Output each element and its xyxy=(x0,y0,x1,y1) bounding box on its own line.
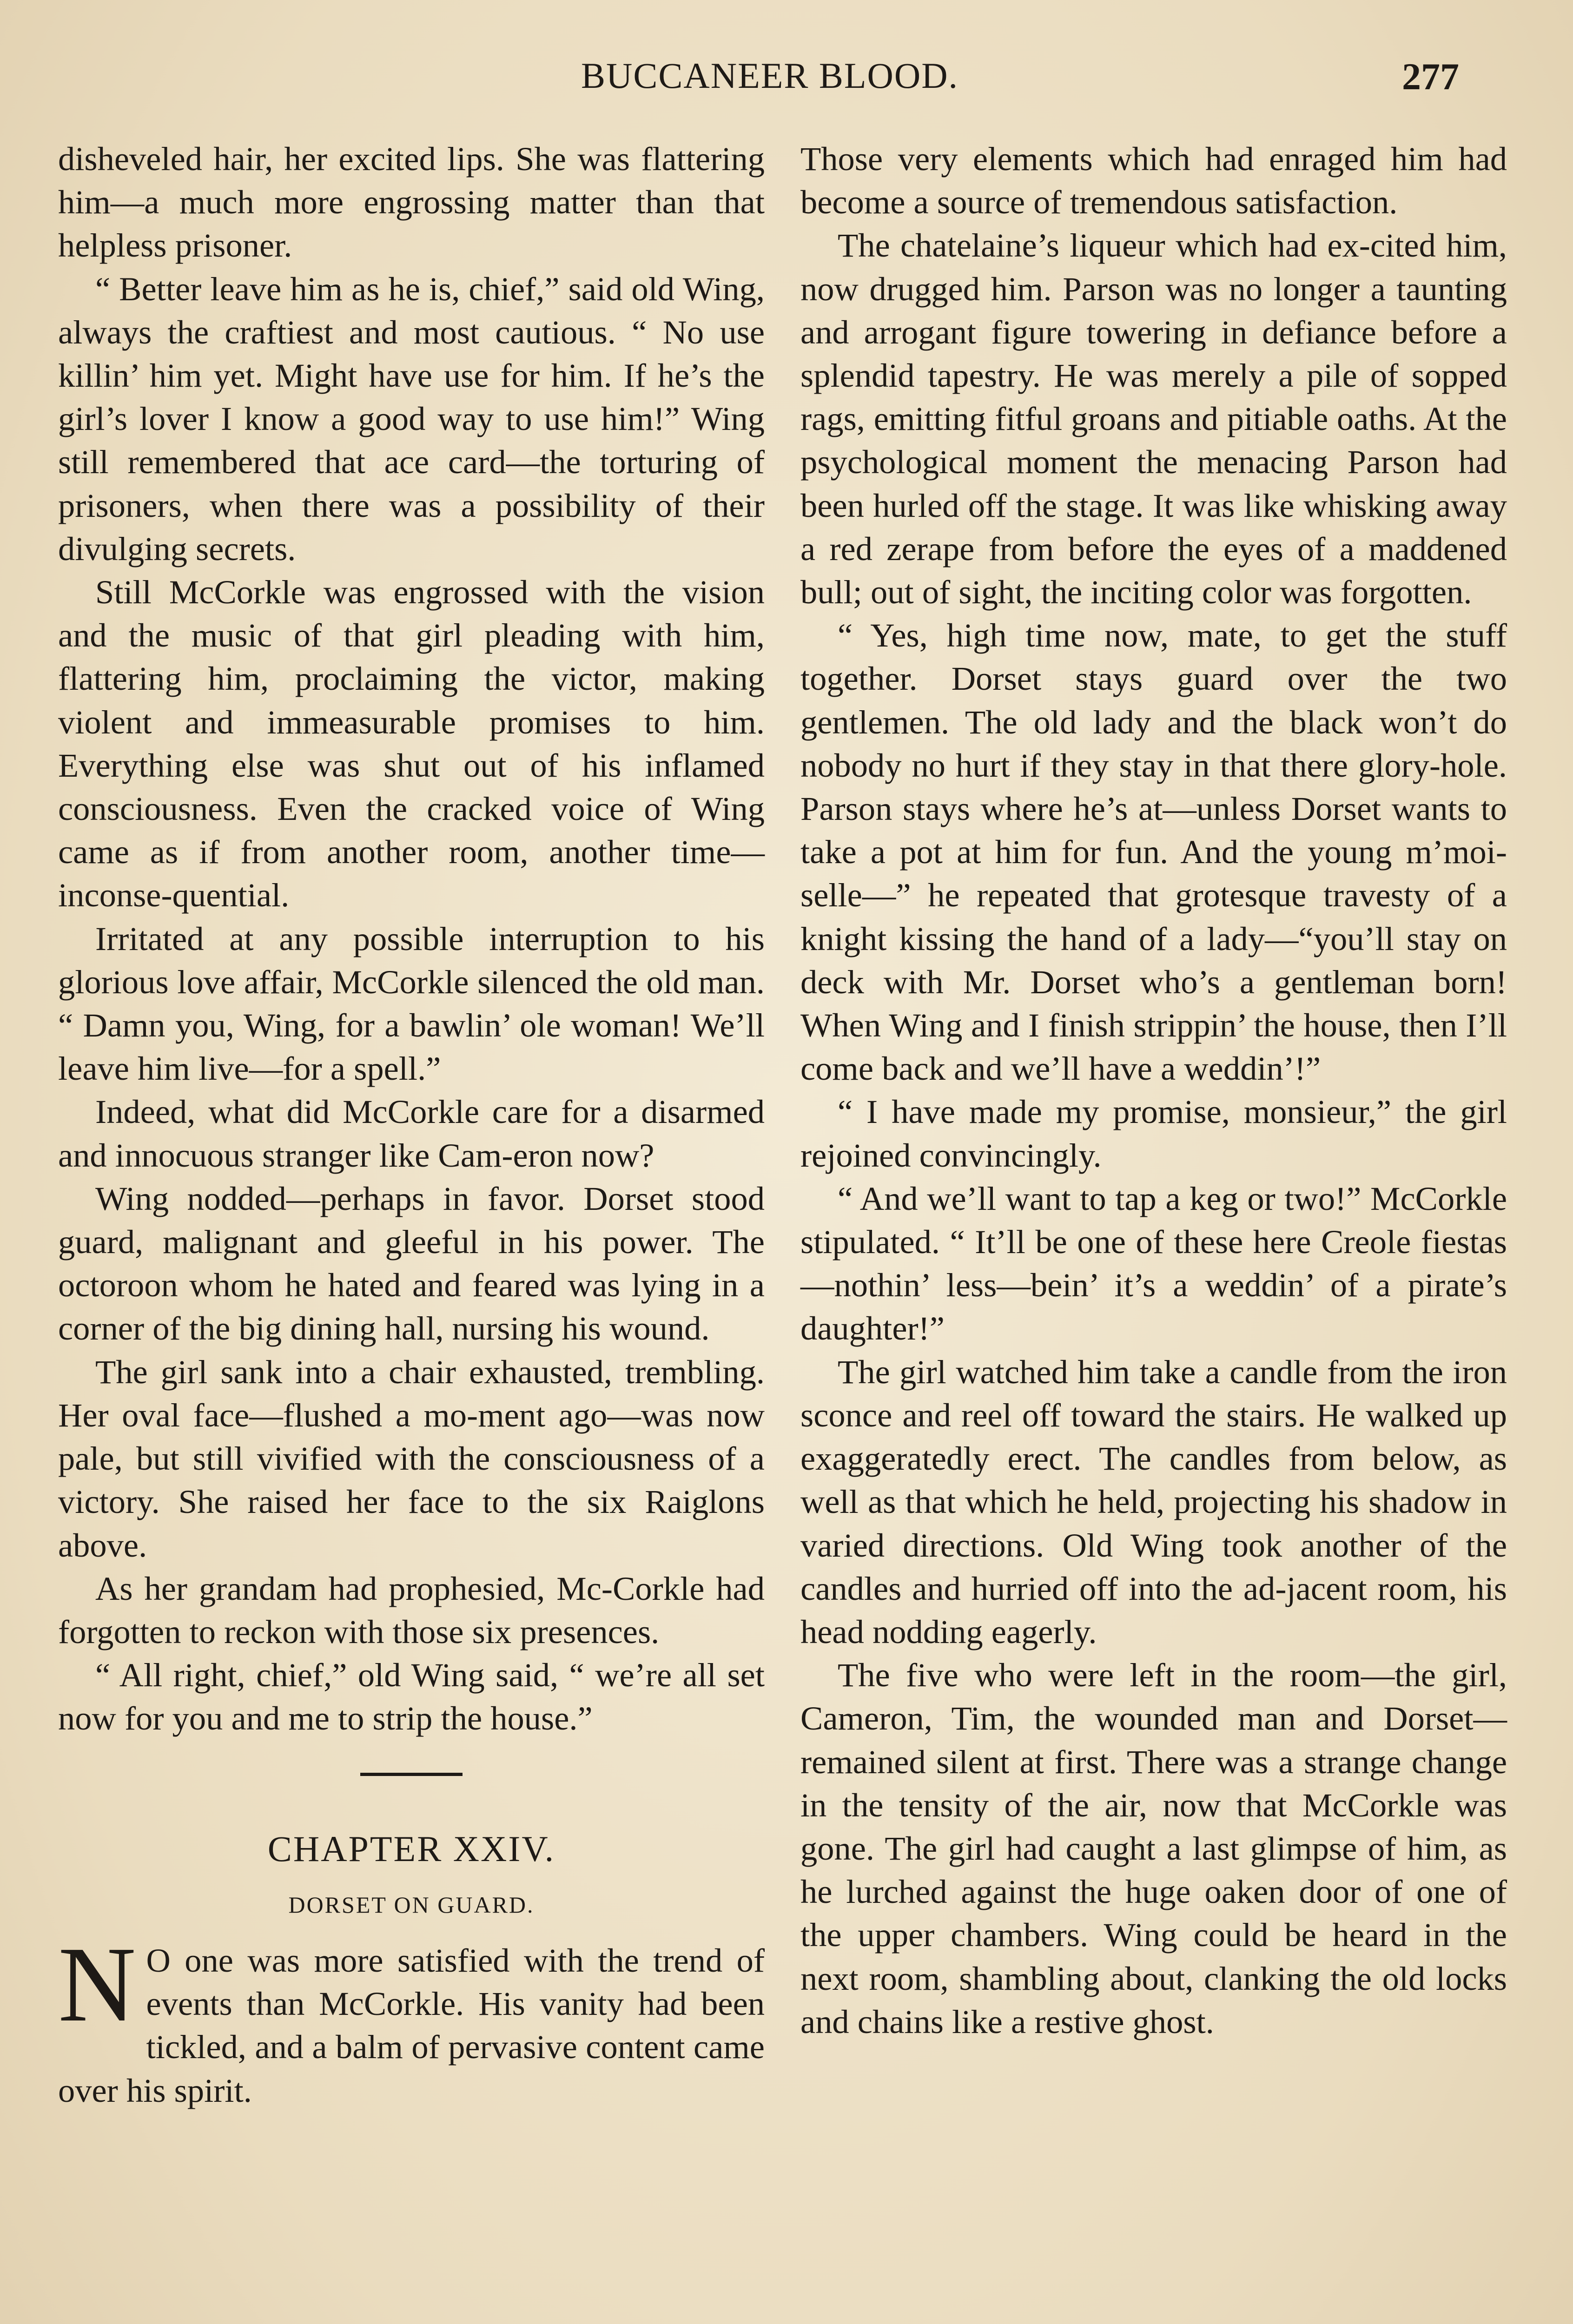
section-divider xyxy=(360,1773,463,1776)
chapter-subtitle: DORSET ON GUARD. xyxy=(288,1891,535,1918)
paragraph: “ Yes, high time now, mate, to get the stuff together. Dorset stays guard over the two gentlemen. The old lady and the black won’t do nobody no hurt if they stay in that there glory-hole. Parson stays where he’s at—unless Dorset wants to take a pot at him for fun. And the young m’moi-selle—” he repeated that grotesque travesty of a knight kissing the hand of a lady—“you’ll stay on deck with Mr. Dorset who’s a gentleman born! When Wing and I finish strippin’ the house, then I’ll come back and we’ll have a weddin’!” xyxy=(800,616,1507,1088)
paragraph: The girl sank into a chair exhausted, trembling. Her oval face—flushed a mo-ment ago—was now pale, but still vivified with the consciousness of a victory. She raised her face to the six Raiglons above. xyxy=(58,1353,765,1564)
drop-cap: N xyxy=(58,1924,136,2044)
paragraph: Those very elements which had enraged him had become a source of tremendous satisfaction. xyxy=(800,140,1507,221)
paragraph: disheveled hair, her excited lips. She was flattering him—a much more engrossing matter than that helpless prisoner. xyxy=(58,140,765,264)
paragraph: Still McCorkle was engrossed with the vision and the music of that girl pleading with him, flattering him, proclaiming the victor, making violent and immeasurable promises to him. Everything else was shut out of his inflamed consciousness. Even the cracked voice of Wing came as if from another room, another time—inconse-quential. xyxy=(58,573,765,914)
page-number: 277 xyxy=(1402,55,1459,98)
chapter-heading: CHAPTER XXIV. xyxy=(267,1828,555,1869)
paragraph: The five who were left in the room—the girl, Cameron, Tim, the wounded man and Dorset—remained silent at first. There was a strange change in the tensity of the air, now that McCorkle was gone. The girl had caught a last glimpse of him, as he lurched against the huge oaken door of one of the upper chambers. Wing could be heard in the next room, shambling about, clanking the old locks and chains like a restive ghost. xyxy=(800,1656,1507,2040)
paragraph: Wing nodded—perhaps in favor. Dorset stood guard, malignant and gleeful in his power. The octoroon whom he hated and feared was lying in a corner of the big dining hall, nursing his wound. xyxy=(58,1179,765,1347)
opening-text: O one was more satisfied with the trend of events than McCorkle. His vanity had been tickled, and a balm of pervasive content came over his spirit. xyxy=(58,1941,765,2109)
paragraph: As her grandam had prophesied, Mc-Corkle had forgotten to reckon with those six presences. xyxy=(58,1569,765,1651)
right-column xyxy=(800,137,1507,2043)
paragraph: The girl watched him take a candle from the iron sconce and reel off toward the stairs. He walked up exaggeratedly erect. The candles from below, as well as that which he held, projecting his shadow in varied directions. Old Wing took another of the candles and hurried off into the ad-jacent room, his head nodding eagerly. xyxy=(800,1353,1507,1651)
paragraph: “ All right, chief,” old Wing said, “ we’re all set now for you and me to strip the house.” xyxy=(58,1656,765,1737)
left-column xyxy=(58,137,765,2112)
chapter-opening-paragraph xyxy=(58,1924,765,2112)
paragraph: “ And we’ll want to tap a keg or two!” McCorkle stipulated. “ It’ll be one of these here Creole fiestas—nothin’ less—bein’ it’s a weddin’ of a pirate’s daughter!” xyxy=(800,1179,1507,1347)
paragraph: “ I have made my promise, monsieur,” the girl rejoined convincingly. xyxy=(800,1093,1507,1174)
page-header xyxy=(56,55,1503,111)
paragraph: Irritated at any possible interruption to his glorious love affair, McCorkle silenced the old man. “ Damn you, Wing, for a bawlin’ ole woman! We’ll leave him live—for a spell.” xyxy=(58,919,765,1088)
paragraph: Indeed, what did McCorkle care for a disarmed and innocuous stranger like Cam-eron now? xyxy=(58,1093,765,1174)
running-title: BUCCANEER BLOOD. xyxy=(581,55,959,96)
paragraph: “ Better leave him as he is, chief,” said old Wing, always the craftiest and most cautious. “ No use killin’ him yet. Might have use for him. If he’s the girl’s lover I know a good way to use him!” Wing still remembered that ace card—the torturing of prisoners, when there was a possibility of their divulging secrets. xyxy=(58,270,765,568)
paragraph: The chatelaine’s liqueur which had ex-cited him, now drugged him. Parson was no longer a taunting and arrogant figure towering in defiance before a splendid tapestry. He was merely a pile of sopped rags, emitting fitful groans and pitiable oaths. At the psychological moment the menacing Parson had been hurled off the stage. It was like whisking away a red zerape from before the eyes of a maddened bull; out of sight, the inciting color was forgotten. xyxy=(800,226,1507,611)
